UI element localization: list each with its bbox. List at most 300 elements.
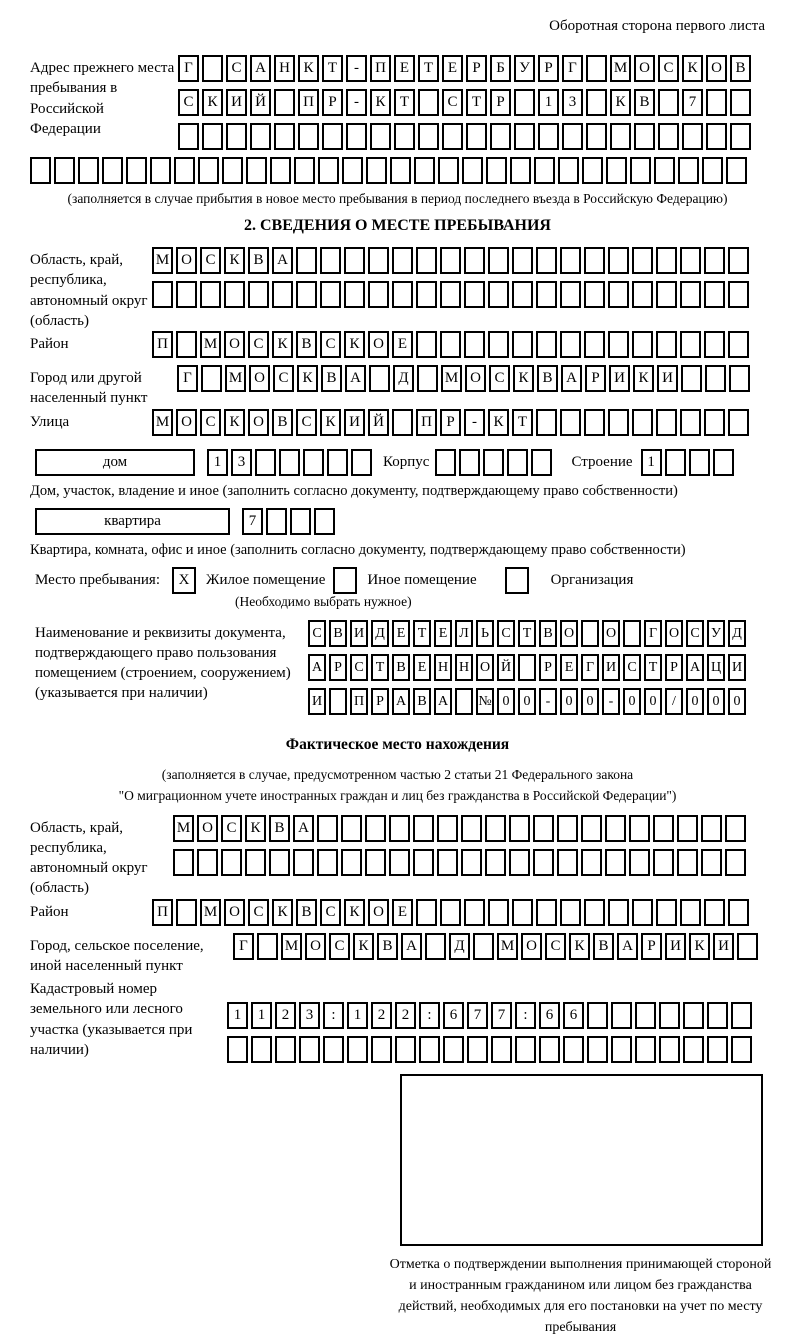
char-cell[interactable] xyxy=(455,688,473,715)
char-cell[interactable] xyxy=(656,331,677,358)
char-cell[interactable]: К xyxy=(610,89,631,116)
char-cell[interactable]: М xyxy=(441,365,462,392)
char-cell[interactable]: С xyxy=(200,409,221,436)
char-cell[interactable]: Н xyxy=(434,654,452,681)
char-cell[interactable]: 0 xyxy=(623,688,641,715)
char-cell[interactable] xyxy=(299,1036,320,1063)
char-cell[interactable]: П xyxy=(152,899,173,926)
char-cell[interactable]: И xyxy=(657,365,678,392)
char-cell[interactable] xyxy=(623,620,641,647)
char-cell[interactable] xyxy=(351,449,372,476)
char-cell[interactable] xyxy=(464,331,485,358)
char-cell[interactable] xyxy=(701,849,722,876)
char-cell[interactable]: М xyxy=(200,331,221,358)
char-cell[interactable] xyxy=(560,331,581,358)
char-cell[interactable] xyxy=(342,157,363,184)
char-cell[interactable]: А xyxy=(561,365,582,392)
char-cell[interactable] xyxy=(269,849,290,876)
char-cell[interactable] xyxy=(126,157,147,184)
char-cell[interactable] xyxy=(294,157,315,184)
char-cell[interactable]: Р xyxy=(538,55,559,82)
char-cell[interactable] xyxy=(323,1036,344,1063)
char-cell[interactable]: С xyxy=(658,55,679,82)
char-cell[interactable]: - xyxy=(602,688,620,715)
char-cell[interactable] xyxy=(272,281,293,308)
char-cell[interactable] xyxy=(344,247,365,274)
char-cell[interactable]: О xyxy=(706,55,727,82)
char-cell[interactable] xyxy=(440,331,461,358)
char-cell[interactable]: Р xyxy=(371,688,389,715)
char-cell[interactable] xyxy=(605,815,626,842)
char-cell[interactable] xyxy=(418,123,439,150)
char-cell[interactable]: О xyxy=(176,247,197,274)
char-cell[interactable] xyxy=(536,281,557,308)
char-cell[interactable] xyxy=(707,1036,728,1063)
char-cell[interactable]: Р xyxy=(322,89,343,116)
char-cell[interactable]: И xyxy=(602,654,620,681)
char-cell[interactable] xyxy=(515,1036,536,1063)
char-cell[interactable] xyxy=(416,247,437,274)
char-cell[interactable]: А xyxy=(345,365,366,392)
char-cell[interactable]: 0 xyxy=(686,688,704,715)
char-cell[interactable]: И xyxy=(609,365,630,392)
char-cell[interactable]: Г xyxy=(233,933,254,960)
char-cell[interactable]: О xyxy=(224,899,245,926)
char-cell[interactable] xyxy=(78,157,99,184)
char-cell[interactable] xyxy=(322,123,343,150)
char-cell[interactable]: Н xyxy=(455,654,473,681)
char-cell[interactable] xyxy=(270,157,291,184)
char-cell[interactable] xyxy=(255,449,276,476)
char-cell[interactable] xyxy=(726,157,747,184)
house-box[interactable]: дом xyxy=(35,449,195,476)
char-cell[interactable] xyxy=(514,123,535,150)
char-cell[interactable] xyxy=(658,123,679,150)
char-cell[interactable] xyxy=(488,899,509,926)
char-cell[interactable]: 1 xyxy=(251,1002,272,1029)
char-cell[interactable] xyxy=(176,899,197,926)
char-cell[interactable] xyxy=(536,331,557,358)
char-cell[interactable] xyxy=(605,849,626,876)
char-cell[interactable]: 7 xyxy=(467,1002,488,1029)
char-cell[interactable] xyxy=(632,331,653,358)
char-cell[interactable]: К xyxy=(488,409,509,436)
char-cell[interactable]: Е xyxy=(392,899,413,926)
char-cell[interactable] xyxy=(464,899,485,926)
char-cell[interactable] xyxy=(560,281,581,308)
char-cell[interactable]: А xyxy=(308,654,326,681)
char-cell[interactable] xyxy=(327,449,348,476)
char-cell[interactable]: О xyxy=(634,55,655,82)
char-cell[interactable]: К xyxy=(633,365,654,392)
char-cell[interactable] xyxy=(581,815,602,842)
char-cell[interactable]: И xyxy=(665,933,686,960)
char-cell[interactable]: В xyxy=(413,688,431,715)
char-cell[interactable] xyxy=(587,1036,608,1063)
char-cell[interactable] xyxy=(102,157,123,184)
char-cell[interactable]: 1 xyxy=(227,1002,248,1029)
char-cell[interactable] xyxy=(731,1036,752,1063)
char-cell[interactable] xyxy=(178,123,199,150)
char-cell[interactable] xyxy=(678,157,699,184)
char-cell[interactable] xyxy=(341,849,362,876)
char-cell[interactable]: Т xyxy=(322,55,343,82)
char-cell[interactable] xyxy=(704,281,725,308)
char-cell[interactable] xyxy=(507,449,528,476)
char-cell[interactable]: Т xyxy=(418,55,439,82)
char-cell[interactable] xyxy=(483,449,504,476)
char-cell[interactable] xyxy=(226,123,247,150)
char-cell[interactable]: С xyxy=(226,55,247,82)
char-cell[interactable] xyxy=(536,409,557,436)
char-cell[interactable] xyxy=(390,157,411,184)
char-cell[interactable] xyxy=(414,157,435,184)
char-cell[interactable]: Е xyxy=(394,55,415,82)
char-cell[interactable] xyxy=(317,815,338,842)
char-cell[interactable] xyxy=(608,247,629,274)
char-cell[interactable]: О xyxy=(665,620,683,647)
char-cell[interactable] xyxy=(629,849,650,876)
char-cell[interactable] xyxy=(680,409,701,436)
char-cell[interactable]: Р xyxy=(490,89,511,116)
char-cell[interactable]: К xyxy=(224,409,245,436)
char-cell[interactable]: Р xyxy=(641,933,662,960)
char-cell[interactable] xyxy=(509,815,530,842)
char-cell[interactable] xyxy=(683,1036,704,1063)
char-cell[interactable]: С xyxy=(350,654,368,681)
char-cell[interactable]: 7 xyxy=(682,89,703,116)
char-cell[interactable] xyxy=(488,247,509,274)
char-cell[interactable]: О xyxy=(305,933,326,960)
char-cell[interactable] xyxy=(689,449,710,476)
char-cell[interactable] xyxy=(632,281,653,308)
char-cell[interactable] xyxy=(587,1002,608,1029)
char-cell[interactable] xyxy=(461,849,482,876)
char-cell[interactable]: О xyxy=(602,620,620,647)
char-cell[interactable] xyxy=(440,899,461,926)
char-cell[interactable] xyxy=(608,409,629,436)
char-cell[interactable]: Т xyxy=(518,620,536,647)
char-cell[interactable]: 0 xyxy=(560,688,578,715)
char-cell[interactable]: Л xyxy=(455,620,473,647)
char-cell[interactable] xyxy=(584,281,605,308)
char-cell[interactable]: 2 xyxy=(371,1002,392,1029)
char-cell[interactable]: Е xyxy=(392,331,413,358)
char-cell[interactable] xyxy=(320,247,341,274)
char-cell[interactable]: А xyxy=(392,688,410,715)
char-cell[interactable] xyxy=(222,157,243,184)
char-cell[interactable]: 0 xyxy=(518,688,536,715)
char-cell[interactable]: Р xyxy=(466,55,487,82)
char-cell[interactable] xyxy=(538,123,559,150)
char-cell[interactable]: К xyxy=(689,933,710,960)
char-cell[interactable]: А xyxy=(272,247,293,274)
char-cell[interactable]: 7 xyxy=(491,1002,512,1029)
char-cell[interactable]: О xyxy=(249,365,270,392)
char-cell[interactable]: О xyxy=(248,409,269,436)
char-cell[interactable] xyxy=(485,815,506,842)
char-cell[interactable] xyxy=(221,849,242,876)
char-cell[interactable] xyxy=(586,89,607,116)
char-cell[interactable] xyxy=(293,849,314,876)
char-cell[interactable] xyxy=(658,89,679,116)
char-cell[interactable]: Д xyxy=(371,620,389,647)
char-cell[interactable] xyxy=(150,157,171,184)
char-cell[interactable] xyxy=(560,409,581,436)
char-cell[interactable]: И xyxy=(344,409,365,436)
char-cell[interactable] xyxy=(562,123,583,150)
char-cell[interactable]: 3 xyxy=(231,449,252,476)
char-cell[interactable]: В xyxy=(593,933,614,960)
char-cell[interactable] xyxy=(485,849,506,876)
char-cell[interactable] xyxy=(368,247,389,274)
char-cell[interactable]: 1 xyxy=(207,449,228,476)
char-cell[interactable]: 0 xyxy=(497,688,515,715)
char-cell[interactable]: Т xyxy=(644,654,662,681)
char-cell[interactable] xyxy=(512,281,533,308)
char-cell[interactable] xyxy=(635,1036,656,1063)
char-cell[interactable]: М xyxy=(497,933,518,960)
char-cell[interactable] xyxy=(467,1036,488,1063)
char-cell[interactable]: А xyxy=(617,933,638,960)
char-cell[interactable] xyxy=(296,281,317,308)
char-cell[interactable]: Т xyxy=(413,620,431,647)
char-cell[interactable]: С xyxy=(623,654,641,681)
char-cell[interactable] xyxy=(705,365,726,392)
char-cell[interactable] xyxy=(725,849,746,876)
char-cell[interactable] xyxy=(198,157,219,184)
char-cell[interactable]: Т xyxy=(394,89,415,116)
char-cell[interactable]: В xyxy=(272,409,293,436)
apartment-box[interactable]: квартира xyxy=(35,508,230,535)
char-cell[interactable]: С xyxy=(320,899,341,926)
char-cell[interactable] xyxy=(683,1002,704,1029)
char-cell[interactable] xyxy=(728,281,749,308)
char-cell[interactable]: К xyxy=(344,899,365,926)
char-cell[interactable]: 0 xyxy=(581,688,599,715)
char-cell[interactable] xyxy=(581,849,602,876)
residence-checkbox-zhiloe[interactable]: X xyxy=(172,567,196,594)
char-cell[interactable]: М xyxy=(173,815,194,842)
char-cell[interactable] xyxy=(317,849,338,876)
char-cell[interactable] xyxy=(275,1036,296,1063)
char-cell[interactable]: : xyxy=(323,1002,344,1029)
char-cell[interactable]: 6 xyxy=(563,1002,584,1029)
char-cell[interactable] xyxy=(682,123,703,150)
char-cell[interactable]: В xyxy=(269,815,290,842)
char-cell[interactable] xyxy=(488,281,509,308)
char-cell[interactable] xyxy=(558,157,579,184)
char-cell[interactable]: К xyxy=(245,815,266,842)
char-cell[interactable] xyxy=(257,933,278,960)
char-cell[interactable] xyxy=(608,281,629,308)
char-cell[interactable]: М xyxy=(200,899,221,926)
char-cell[interactable] xyxy=(704,331,725,358)
char-cell[interactable]: А xyxy=(401,933,422,960)
char-cell[interactable]: 0 xyxy=(707,688,725,715)
char-cell[interactable] xyxy=(173,849,194,876)
char-cell[interactable] xyxy=(584,331,605,358)
char-cell[interactable] xyxy=(443,1036,464,1063)
char-cell[interactable] xyxy=(656,409,677,436)
char-cell[interactable] xyxy=(656,899,677,926)
char-cell[interactable]: О xyxy=(521,933,542,960)
char-cell[interactable]: М xyxy=(152,247,173,274)
char-cell[interactable] xyxy=(245,849,266,876)
char-cell[interactable]: - xyxy=(346,89,367,116)
char-cell[interactable] xyxy=(510,157,531,184)
char-cell[interactable]: А xyxy=(250,55,271,82)
char-cell[interactable]: С xyxy=(200,247,221,274)
char-cell[interactable] xyxy=(202,55,223,82)
char-cell[interactable] xyxy=(608,899,629,926)
char-cell[interactable]: С xyxy=(442,89,463,116)
char-cell[interactable]: О xyxy=(368,899,389,926)
char-cell[interactable] xyxy=(389,815,410,842)
char-cell[interactable]: Е xyxy=(434,620,452,647)
char-cell[interactable]: 6 xyxy=(539,1002,560,1029)
char-cell[interactable]: Р xyxy=(585,365,606,392)
char-cell[interactable] xyxy=(392,281,413,308)
char-cell[interactable]: В xyxy=(634,89,655,116)
char-cell[interactable] xyxy=(486,157,507,184)
char-cell[interactable] xyxy=(512,899,533,926)
char-cell[interactable] xyxy=(440,247,461,274)
char-cell[interactable] xyxy=(586,55,607,82)
char-cell[interactable]: О xyxy=(224,331,245,358)
char-cell[interactable] xyxy=(557,849,578,876)
char-cell[interactable] xyxy=(635,1002,656,1029)
char-cell[interactable]: - xyxy=(346,55,367,82)
char-cell[interactable] xyxy=(371,1036,392,1063)
char-cell[interactable] xyxy=(509,849,530,876)
char-cell[interactable] xyxy=(725,815,746,842)
char-cell[interactable]: В xyxy=(296,331,317,358)
char-cell[interactable]: К xyxy=(297,365,318,392)
char-cell[interactable] xyxy=(344,281,365,308)
char-cell[interactable]: М xyxy=(225,365,246,392)
char-cell[interactable] xyxy=(266,508,287,535)
char-cell[interactable]: 0 xyxy=(644,688,662,715)
char-cell[interactable] xyxy=(201,365,222,392)
char-cell[interactable]: 1 xyxy=(347,1002,368,1029)
char-cell[interactable]: 2 xyxy=(275,1002,296,1029)
char-cell[interactable] xyxy=(347,1036,368,1063)
char-cell[interactable] xyxy=(512,331,533,358)
char-cell[interactable]: Р xyxy=(539,654,557,681)
char-cell[interactable] xyxy=(395,1036,416,1063)
char-cell[interactable]: У xyxy=(707,620,725,647)
char-cell[interactable] xyxy=(490,123,511,150)
char-cell[interactable]: И xyxy=(226,89,247,116)
char-cell[interactable]: М xyxy=(281,933,302,960)
char-cell[interactable] xyxy=(365,849,386,876)
char-cell[interactable] xyxy=(656,281,677,308)
char-cell[interactable] xyxy=(584,899,605,926)
char-cell[interactable]: Й xyxy=(368,409,389,436)
char-cell[interactable] xyxy=(634,123,655,150)
char-cell[interactable] xyxy=(713,449,734,476)
char-cell[interactable]: С xyxy=(686,620,704,647)
char-cell[interactable] xyxy=(440,281,461,308)
char-cell[interactable] xyxy=(557,815,578,842)
char-cell[interactable] xyxy=(416,281,437,308)
char-cell[interactable] xyxy=(464,247,485,274)
char-cell[interactable] xyxy=(512,247,533,274)
char-cell[interactable] xyxy=(706,89,727,116)
char-cell[interactable] xyxy=(518,654,536,681)
char-cell[interactable] xyxy=(466,123,487,150)
char-cell[interactable] xyxy=(416,899,437,926)
char-cell[interactable] xyxy=(731,1002,752,1029)
char-cell[interactable] xyxy=(701,815,722,842)
char-cell[interactable]: П xyxy=(370,55,391,82)
char-cell[interactable] xyxy=(654,157,675,184)
char-cell[interactable]: Г xyxy=(644,620,662,647)
char-cell[interactable] xyxy=(54,157,75,184)
char-cell[interactable] xyxy=(152,281,173,308)
char-cell[interactable]: К xyxy=(298,55,319,82)
char-cell[interactable] xyxy=(704,247,725,274)
char-cell[interactable]: Р xyxy=(440,409,461,436)
char-cell[interactable] xyxy=(563,1036,584,1063)
char-cell[interactable]: Р xyxy=(665,654,683,681)
char-cell[interactable] xyxy=(279,449,300,476)
char-cell[interactable] xyxy=(629,815,650,842)
char-cell[interactable]: Г xyxy=(178,55,199,82)
char-cell[interactable] xyxy=(318,157,339,184)
char-cell[interactable]: В xyxy=(329,620,347,647)
char-cell[interactable]: П xyxy=(152,331,173,358)
char-cell[interactable] xyxy=(365,815,386,842)
char-cell[interactable] xyxy=(531,449,552,476)
char-cell[interactable]: С xyxy=(329,933,350,960)
char-cell[interactable] xyxy=(459,449,480,476)
char-cell[interactable]: С xyxy=(178,89,199,116)
char-cell[interactable]: С xyxy=(248,899,269,926)
char-cell[interactable]: У xyxy=(514,55,535,82)
char-cell[interactable]: К xyxy=(344,331,365,358)
char-cell[interactable] xyxy=(488,331,509,358)
char-cell[interactable] xyxy=(586,123,607,150)
char-cell[interactable] xyxy=(680,899,701,926)
char-cell[interactable] xyxy=(303,449,324,476)
char-cell[interactable]: Е xyxy=(560,654,578,681)
char-cell[interactable] xyxy=(680,281,701,308)
char-cell[interactable] xyxy=(461,815,482,842)
char-cell[interactable] xyxy=(438,157,459,184)
char-cell[interactable] xyxy=(534,157,555,184)
char-cell[interactable]: П xyxy=(298,89,319,116)
char-cell[interactable] xyxy=(514,89,535,116)
char-cell[interactable] xyxy=(174,157,195,184)
char-cell[interactable]: В xyxy=(392,654,410,681)
char-cell[interactable]: С xyxy=(296,409,317,436)
char-cell[interactable]: О xyxy=(560,620,578,647)
char-cell[interactable]: 3 xyxy=(299,1002,320,1029)
char-cell[interactable]: И xyxy=(713,933,734,960)
char-cell[interactable]: И xyxy=(350,620,368,647)
char-cell[interactable] xyxy=(539,1036,560,1063)
char-cell[interactable] xyxy=(632,409,653,436)
char-cell[interactable] xyxy=(224,281,245,308)
char-cell[interactable] xyxy=(392,409,413,436)
char-cell[interactable]: / xyxy=(665,688,683,715)
char-cell[interactable]: В xyxy=(296,899,317,926)
char-cell[interactable] xyxy=(425,933,446,960)
char-cell[interactable]: А xyxy=(686,654,704,681)
char-cell[interactable] xyxy=(417,365,438,392)
